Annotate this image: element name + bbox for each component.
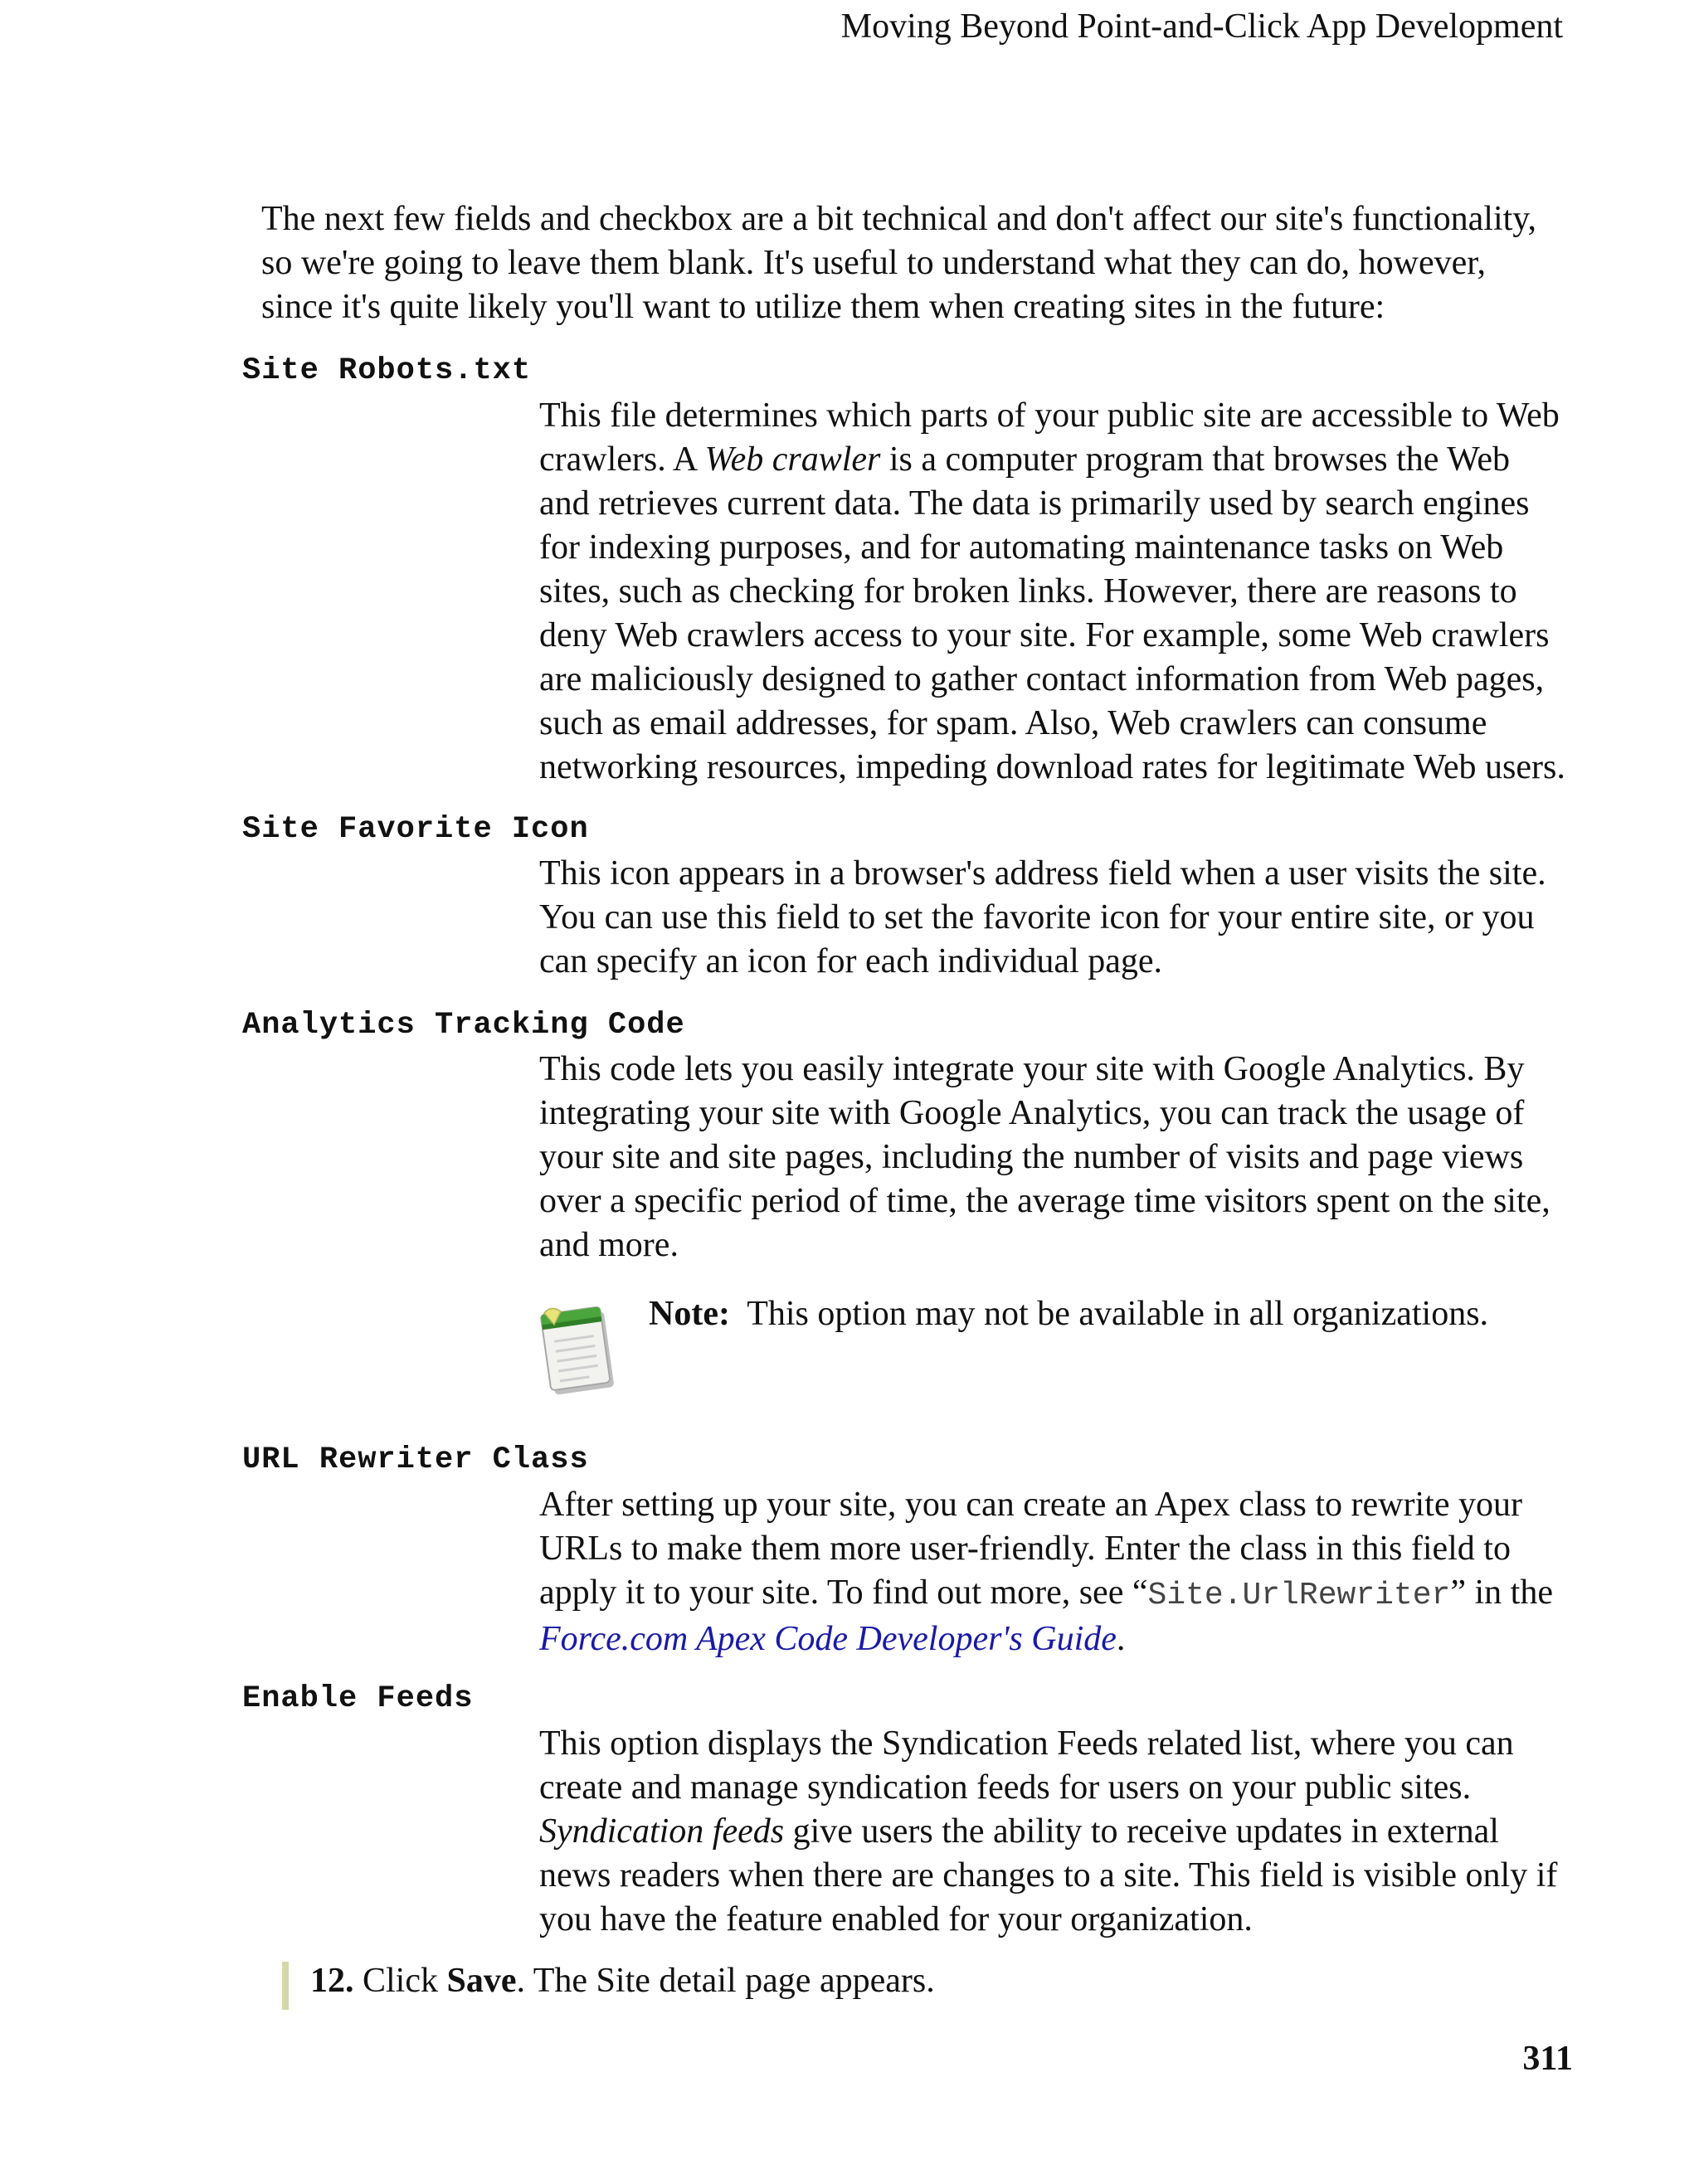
desc-text: .: [1116, 1620, 1126, 1658]
emphasis-web-crawler: Web crawler: [704, 440, 881, 479]
apex-guide-link[interactable]: Force.com Apex Code Developer's Guide: [539, 1620, 1117, 1658]
term-analytics-tracking-code: Analytics Tracking Code: [242, 1008, 685, 1043]
page-number: 311: [1522, 2040, 1573, 2078]
intro-paragraph: The next few fields and checkbox are a bit technical and don't affect our site's functionality, so we're going to leave them blank. It's useful to understand what they can do, however, since it's quite likely you'll want to utilize them when creating sites in the future:: [261, 200, 1537, 326]
desc-text: is a computer program that browses the Web and retrieves current data. The data is primarily used by search engines for indexing purposes, and for automating maintenance tasks on Web sites, such as checking for broken links. However, there are reasons to deny Web crawlers access to your site. For example, some Web crawlers are maliciously designed to gather contact information from Web pages, such as email addresses, for spam. Also, Web crawlers can consume networking resources, impeding download rates for legitimate Web users.: [539, 440, 1565, 786]
code-site-urlrewriter: Site.UrlRewriter: [1147, 1578, 1451, 1613]
desc-text: ” in the: [1450, 1574, 1553, 1612]
term-site-robots: Site Robots.txt: [242, 353, 532, 388]
desc-enable-feeds: [539, 1722, 1568, 1942]
term-site-favorite-icon: Site Favorite Icon: [242, 812, 589, 847]
desc-analytics-tracking-code: This code lets you easily integrate your site with Google Analytics. By integrating your site with Google Analytics, you can track the usage of your site and site pages, including the number of visits and page views over a specific period of time, the average time visitors spent on the site, and more.: [539, 1050, 1551, 1264]
desc-text: give users the ability to receive updates in external news readers when there are changes to a site. This field is visible only if you have the feature enabled for your organization.: [539, 1812, 1558, 1938]
desc-url-rewriter-class: [539, 1483, 1568, 1661]
save-label: Save: [446, 1962, 517, 2000]
desc-text: This file determines which parts of your public site are accessible to Web crawlers. A: [539, 396, 1560, 479]
note-label: Note:: [649, 1295, 730, 1333]
term-enable-feeds: Enable Feeds: [242, 1681, 474, 1716]
step-change-bar: [282, 1962, 289, 2010]
desc-text: After setting up your site, you can create an Apex class to rewrite your URLs to make them more user-friendly. Enter the class in this field to apply it to your site. To find out more, see “: [539, 1486, 1522, 1612]
desc-site-robots: [539, 394, 1568, 790]
note-icon: [539, 1296, 622, 1404]
desc-text: This option displays the Syndication Feeds related list, where you can create and manage syndication feeds for users on your public sites.: [539, 1724, 1514, 1807]
step-text: . The Site detail page appears.: [516, 1962, 935, 2000]
step-text: Click: [363, 1962, 447, 2000]
term-url-rewriter-class: URL Rewriter Class: [242, 1442, 589, 1477]
note-text: This option may not be available in all organizations.: [747, 1295, 1489, 1333]
step-12: [310, 1959, 935, 2003]
desc-site-favorite-icon: This icon appears in a browser's address field when a user visits the site. You can use this field to set the favorite icon for your entire site, or you can specify an icon for each individual page.: [539, 854, 1546, 980]
running-header: Moving Beyond Point-and-Click App Development: [840, 7, 1563, 46]
step-number: 12.: [310, 1962, 354, 2000]
emphasis-syndication-feeds: Syndication feeds: [539, 1812, 785, 1851]
note: [649, 1292, 1488, 1336]
